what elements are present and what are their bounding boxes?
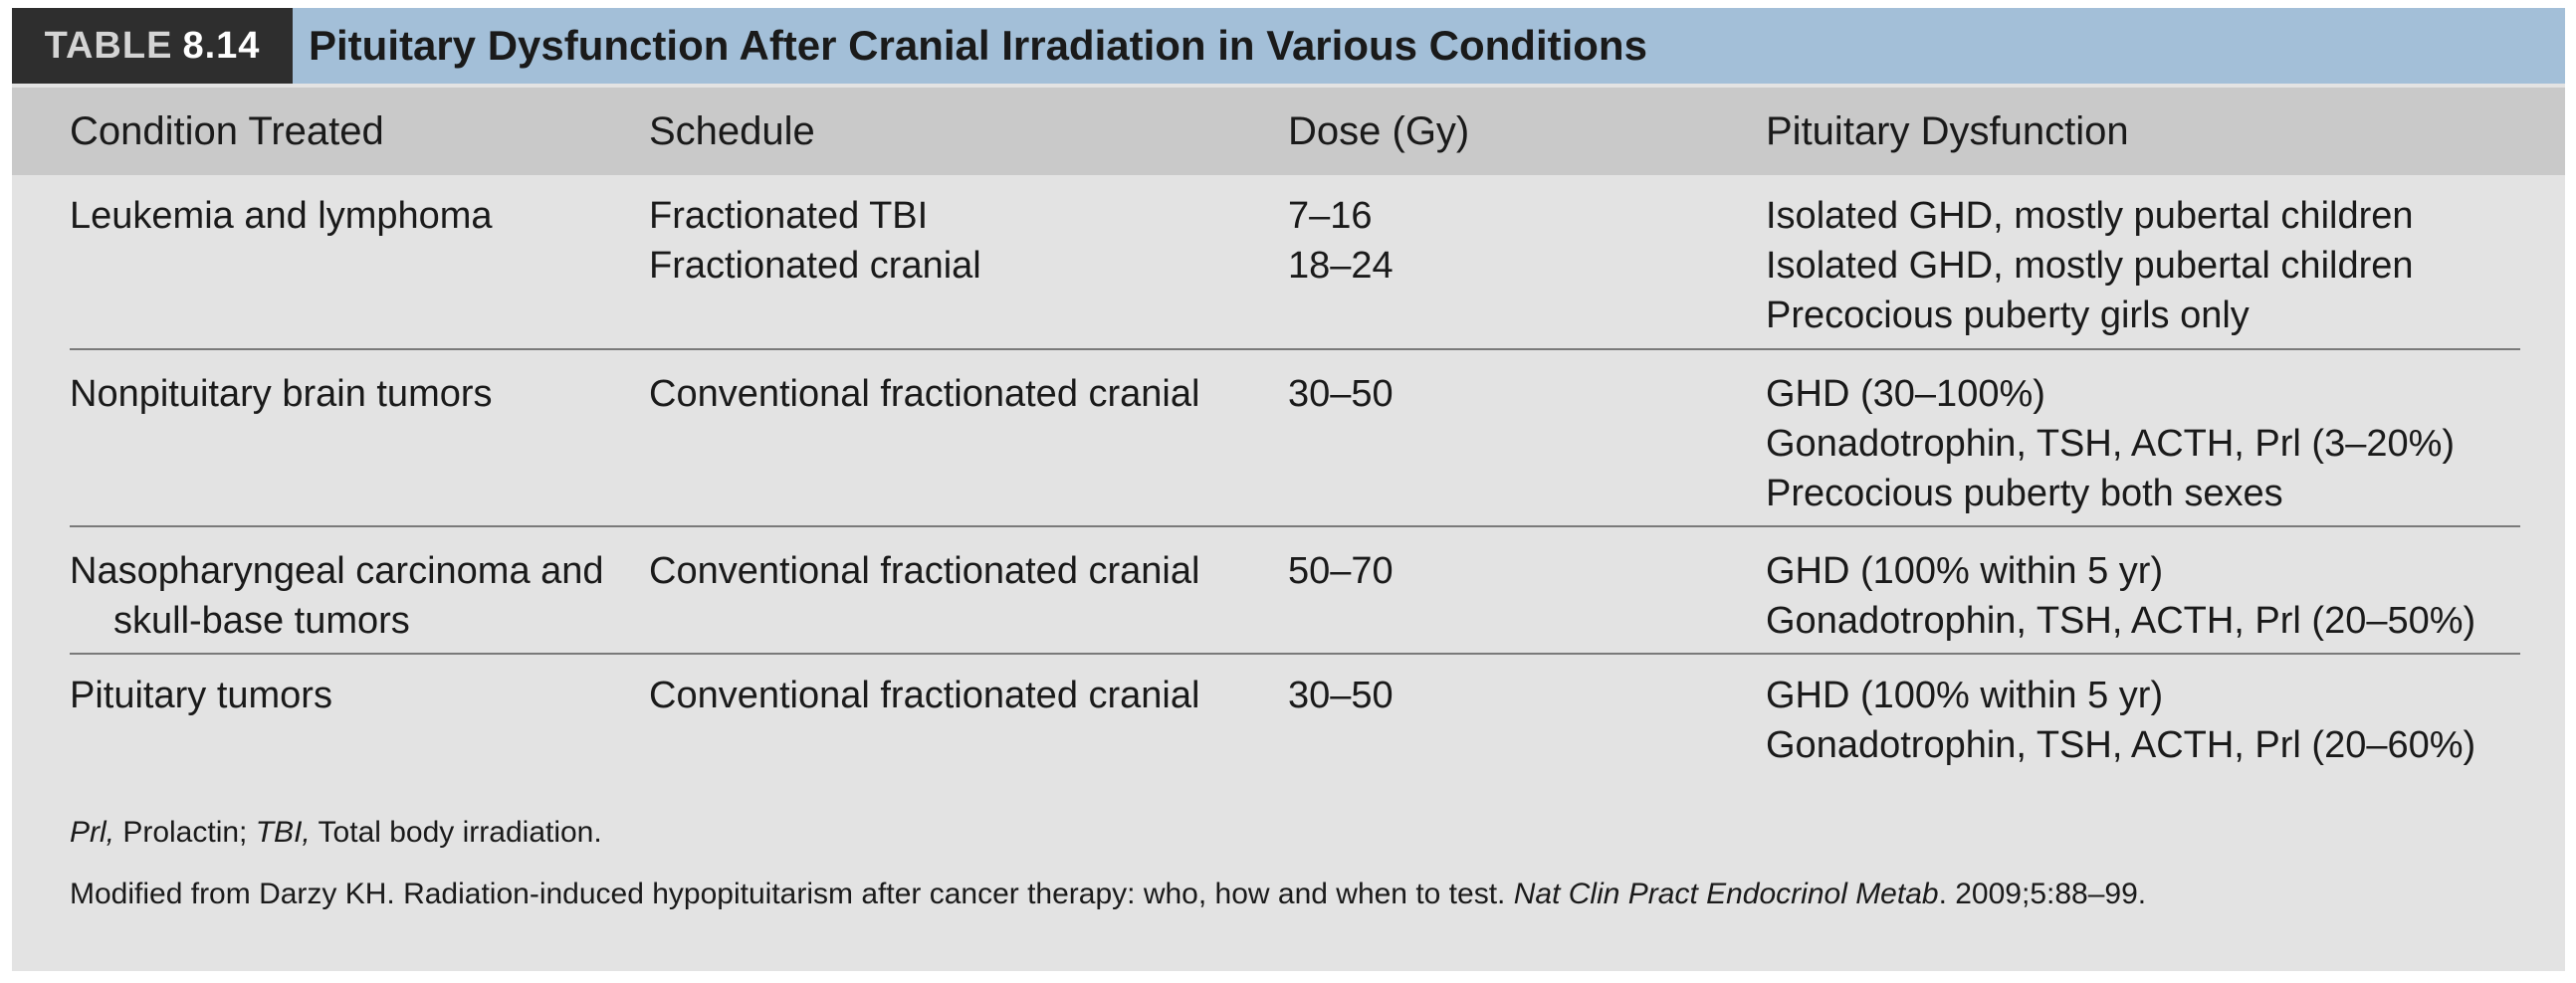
cell-dose [1288,369,1394,419]
table-label [12,8,293,84]
cell-line: Pituitary tumors [70,675,332,716]
cell-line: 30–50 [1288,373,1394,415]
source-journal: Nat Clin Pract Endocrinol Metab [1513,878,1939,910]
cell-line: Gonadotrophin, TSH, ACTH, Prl (20–50%) [1766,600,2476,642]
cell-line: 50–70 [1288,550,1394,592]
header-dose: Dose (Gy) [1288,109,1470,153]
cell-line-indented: skull-base tumors [113,600,410,642]
footnote-term: TBI, [255,816,311,849]
cell-line: GHD (100% within 5 yr) [1766,675,2164,716]
row-divider [70,525,2520,527]
row-divider [70,348,2520,350]
cell-line: Precocious puberty girls only [1766,295,2250,336]
table-header-row [12,88,2565,175]
table-label-word: TABLE [44,24,173,67]
header-schedule: Schedule [649,109,815,153]
cell-line: GHD (100% within 5 yr) [1766,550,2164,592]
cell-line: Fractionated cranial [649,245,981,287]
cell-line: Isolated GHD, mostly pubertal children [1766,195,2414,237]
cell-line: Conventional fractionated cranial [649,675,1200,716]
cell-line: GHD (30–100%) [1766,373,2045,415]
cell-line: Gonadotrophin, TSH, ACTH, Prl (20–60%) [1766,724,2476,766]
cell-line: Gonadotrophin, TSH, ACTH, Prl (3–20%) [1766,423,2456,465]
source-citation: . 2009;5:88–99. [1938,878,2147,910]
cell-line: 18–24 [1288,245,1394,287]
cell-condition [70,546,604,646]
cell-line: Conventional fractionated cranial [649,373,1200,415]
cell-schedule [649,369,1199,419]
cell-dose [1288,546,1394,596]
cell-line: Precocious puberty both sexes [1766,473,2283,514]
cell-dose [1288,671,1394,720]
cell-schedule [649,546,1199,596]
footnote-abbreviations [70,816,602,850]
cell-dysfunction [1766,369,2455,518]
table-title-bar [12,8,2565,84]
footnote-definition: Prolactin; [114,816,256,849]
cell-condition [70,671,332,720]
table-number: 8.14 [182,24,261,67]
cell-schedule [649,191,981,291]
footnote-definition: Total body irradiation. [310,816,602,849]
footnote-term: Prl, [70,816,114,849]
cell-dose [1288,191,1394,291]
cell-dysfunction [1766,191,2414,340]
cell-line: Leukemia and lymphoma [70,195,493,237]
cell-line: 7–16 [1288,195,1373,237]
cell-line: Fractionated TBI [649,195,929,237]
table-title: Pituitary Dysfunction After Cranial Irradiation in Various Conditions [309,22,1647,69]
cell-line: Conventional fractionated cranial [649,550,1200,592]
header-dysfunction: Pituitary Dysfunction [1766,109,2129,153]
cell-dysfunction [1766,671,2475,770]
cell-condition [70,369,493,419]
cell-line: Nonpituitary brain tumors [70,373,493,415]
cell-line: Nasopharyngeal carcinoma and [70,550,604,592]
cell-line: Isolated GHD, mostly pubertal children [1766,245,2414,287]
table-container [12,8,2565,971]
cell-condition [70,191,493,241]
row-divider [70,653,2520,655]
cell-dysfunction [1766,546,2475,646]
cell-schedule [649,671,1199,720]
footnote-source [70,878,2146,911]
cell-line: 30–50 [1288,675,1394,716]
header-condition: Condition Treated [70,109,384,153]
source-text: Modified from Darzy KH. Radiation-induced hypopituitarism after cancer therapy: who, how and when to test. [70,878,1514,910]
